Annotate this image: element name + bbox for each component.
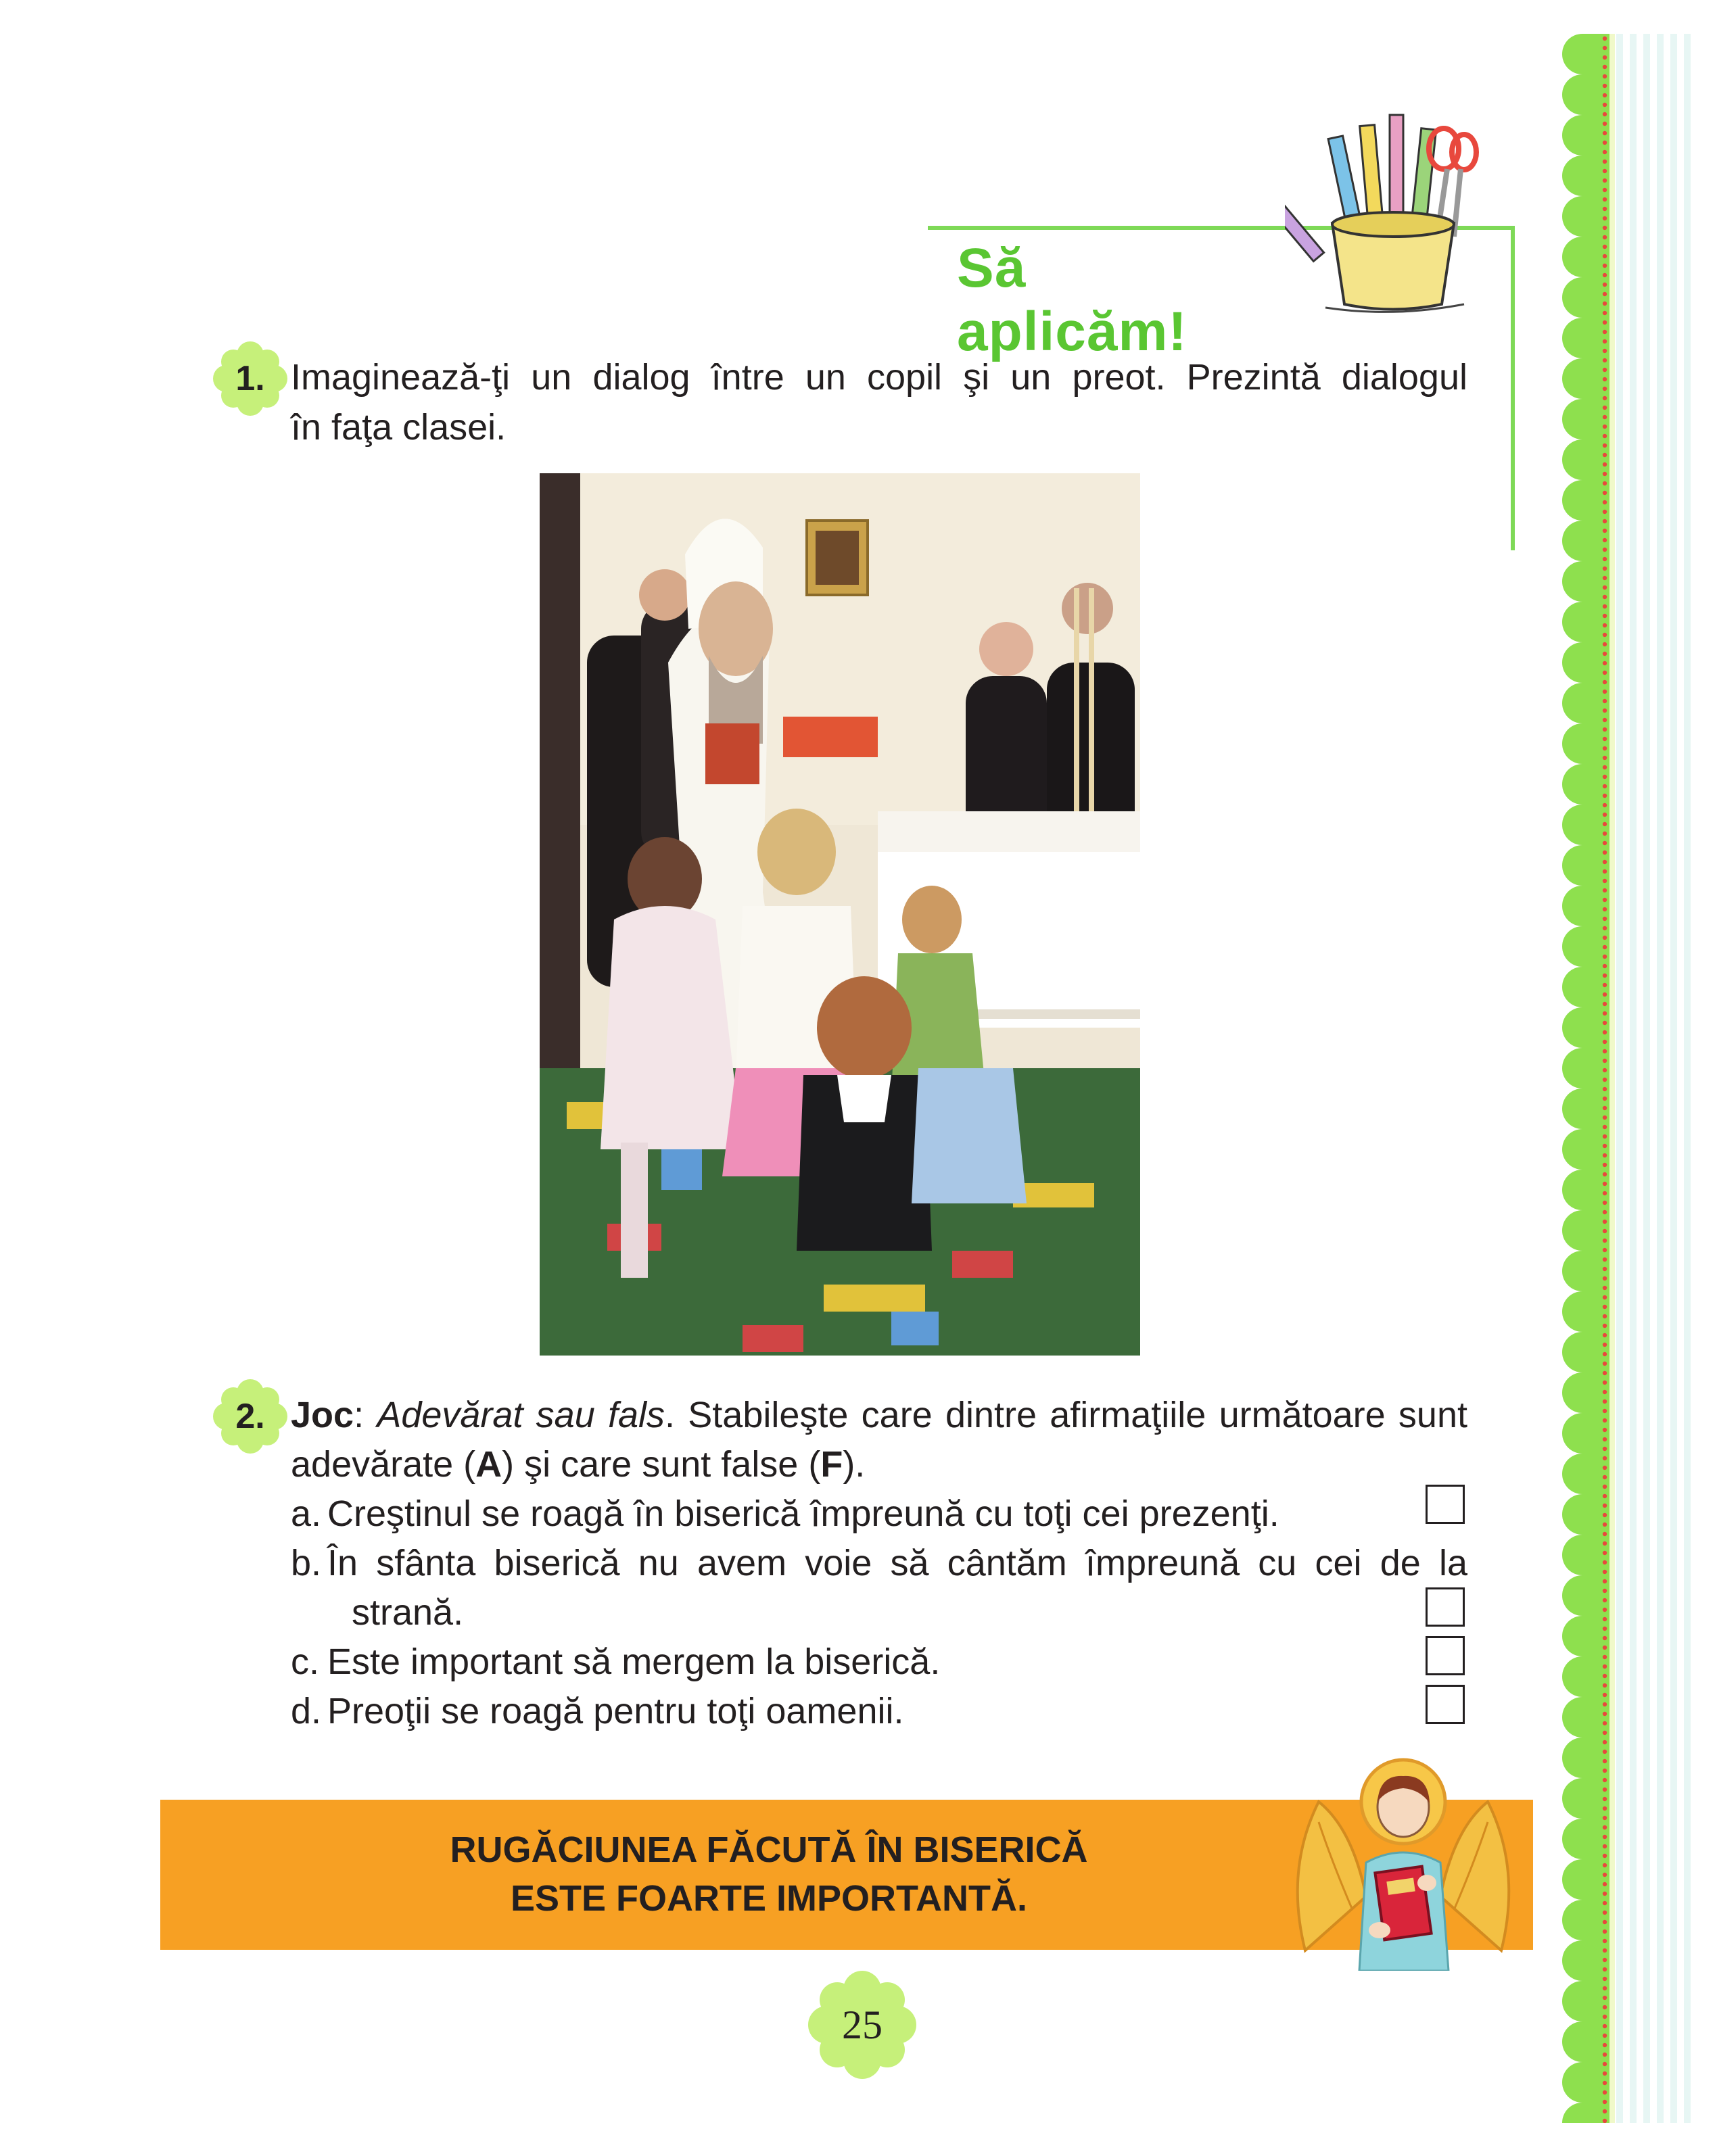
exercise-1-line-2: în faţa clasei. — [291, 407, 507, 448]
page-side-border — [1562, 34, 1691, 2123]
statement-a-text: Creştinul se roagă în biserică împreună cu toţi cei prezenţi. — [327, 1493, 1279, 1534]
statement-c-checkbox[interactable] — [1426, 1636, 1465, 1675]
statement-b-letter: b. — [291, 1543, 322, 1583]
exercise-1-number: 1. — [235, 359, 265, 398]
instruction-text: . Stabileşte care dintre afirmaţiile următoare sunt — [665, 1395, 1467, 1435]
game-name: Adevărat sau fals — [377, 1395, 665, 1435]
instruction-part-c: ). — [843, 1444, 866, 1485]
statement-c-letter: c. — [291, 1642, 320, 1682]
pencil-cup-icon — [1285, 108, 1501, 318]
game-colon: : — [354, 1395, 377, 1435]
statement-c-text: Este important să mergem la biserică. — [327, 1642, 941, 1682]
section-title: Să aplicăm! — [957, 237, 1187, 362]
church-photo — [540, 473, 1140, 1356]
statement-d-letter: d. — [291, 1691, 322, 1731]
banner-line-2: ESTE FOARTE IMPORTANTĂ. — [511, 1878, 1027, 1919]
exercise-2-number: 2. — [235, 1397, 265, 1436]
statement-b-checkbox[interactable] — [1426, 1587, 1465, 1627]
instruction-part-b: ) şi care sunt false ( — [502, 1444, 821, 1485]
exercise-2-line-1 — [291, 1391, 1467, 1439]
statement-a-checkbox[interactable] — [1426, 1485, 1465, 1524]
page-number: 25 — [842, 2003, 883, 2047]
statement-b-text: În sfânta biserică nu avem voie să cântăm împreună cu cei de la — [327, 1543, 1467, 1583]
true-letter: A — [475, 1444, 502, 1485]
statement-d-checkbox[interactable] — [1426, 1685, 1465, 1724]
game-label: Joc — [291, 1395, 354, 1435]
exercise-1-line-1: Imaginează-ţi un dialog între un copil şi un preot. Prezintă dialogul — [291, 357, 1467, 398]
angel-illustration — [1278, 1748, 1528, 1971]
exercise-2-line-2 — [291, 1440, 1467, 1489]
instruction-part-a: adevărate ( — [291, 1444, 476, 1485]
header-rule-vertical — [1511, 226, 1515, 550]
banner-line-1: RUGĂCIUNEA FĂCUTĂ ÎN BISERICĂ — [450, 1829, 1088, 1870]
false-letter: F — [820, 1444, 843, 1485]
statement-a-letter: a. — [291, 1493, 322, 1534]
statement-d-text: Preoţii se roagă pentru toţi oamenii. — [327, 1691, 904, 1731]
statement-b-text-continued: strană. — [352, 1592, 464, 1633]
